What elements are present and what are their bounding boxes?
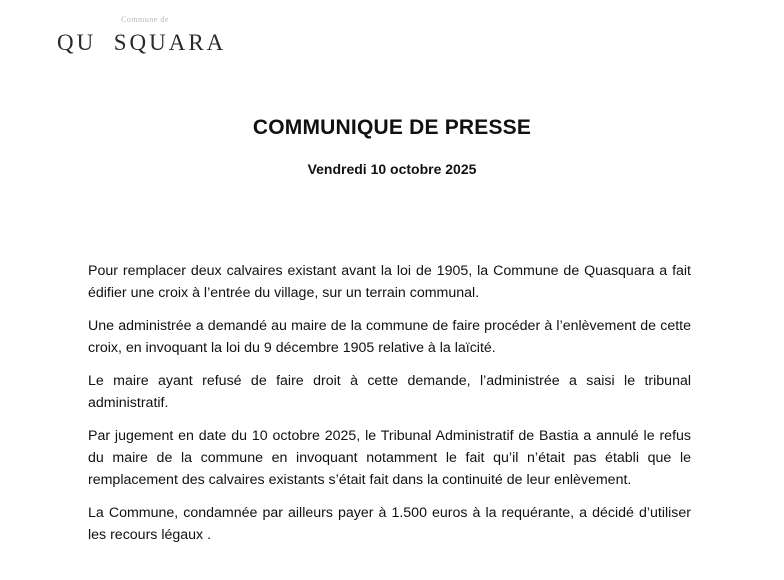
paragraph: Par jugement en date du 10 octobre 2025, le Tribunal Administratif de Bastia a annulé le refus du maire de la commune en invoquant notamment le fait qu’il n’était pas établi que le remplacement des calvaires existants s’était fait dans la continuité de leur enlèvement. [88, 428, 691, 488]
page-title: COMMUNIQUE DE PRESSE [252, 116, 532, 139]
paragraph: Le maire ayant refusé de faire droit à cette demande, l’administrée a saisi le tribunal administratif. [88, 373, 691, 411]
logo-subtitle: Commune de [121, 15, 169, 24]
commune-logo [57, 12, 227, 62]
press-release-date: Vendredi 10 octobre 2025 [307, 161, 477, 177]
press-release-body [88, 260, 691, 557]
logo-wordmark: QU SQUARA [57, 30, 227, 55]
paragraph: Une administrée a demandé au maire de la commune de faire procéder à l’enlèvement de cette croix, en invoquant la loi du 9 décembre 1905 relative à la laïcité. [88, 318, 691, 356]
paragraph: Pour remplacer deux calvaires existant avant la loi de 1905, la Commune de Quasquara a fait édifier une croix à l’entrée du village, sur un terrain communal. [88, 263, 691, 301]
paragraph: La Commune, condamnée par ailleurs payer à 1.500 euros à la requérante, a décidé d’utiliser les recours légaux . [88, 505, 691, 543]
